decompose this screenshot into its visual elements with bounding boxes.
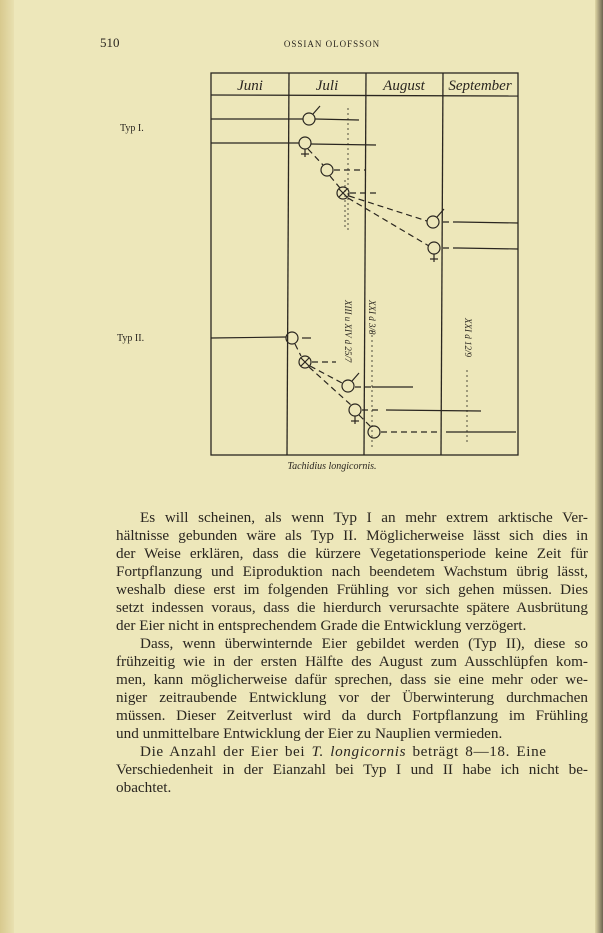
page-number: 510 xyxy=(100,35,120,50)
female-symbol xyxy=(428,242,440,254)
text-line: und unmittelbare Entwicklung der Eier zu Nauplien vermieden. xyxy=(116,725,503,742)
type-2-label: Typ II. xyxy=(117,333,145,344)
running-head: OSSIAN OLOFSSON xyxy=(283,39,381,49)
text-line: Fortpflanzung und Eiproduktion nach beendetem Wachstum übrig lässt, xyxy=(116,563,588,580)
text-line: Dass, wenn überwinternde Eier gebildet werden (Typ II), diese so xyxy=(140,635,588,652)
text-line: hältnisse gebunden wäre als Typ II. Möglicherweise lässt sich dies in xyxy=(116,527,588,544)
month-juli: Juli xyxy=(315,78,339,94)
figure-caption: Tachidius longicornis. xyxy=(287,461,377,472)
label-xxi-12-9: XXI d 12/9 xyxy=(463,318,473,357)
male-symbol xyxy=(342,380,354,392)
species-name: T. longicornis xyxy=(311,743,407,760)
text-line: Es will scheinen, als wenn Typ I an mehr extrem arktische Ver- xyxy=(140,509,588,526)
text-line: weshalb diese erst im folgenden Frühling vor sich gehen müssen. Dies xyxy=(116,581,588,598)
text-segment: Die Anzahl der Eier bei xyxy=(140,743,312,760)
text-line: frühzeitig wie in der ersten Hälfte des August zum Ausschlüpfen kom- xyxy=(116,653,588,670)
table-grid xyxy=(211,73,518,455)
text-line: Verschiedenheit in der Eianzahl bei Typ I und II habe ich nicht be- xyxy=(116,761,588,778)
text-line: der Eier nicht in entsprechendem Grade die Entwicklung verzögert. xyxy=(116,617,527,634)
circle-marker xyxy=(368,426,380,438)
type-1-label: Typ I. xyxy=(120,123,144,134)
text-line: setzt indessen voraus, dass die hierdurch verursachte spätere Ausbrütung xyxy=(116,599,588,616)
text-line: obachtet. xyxy=(116,779,172,796)
female-symbol xyxy=(349,404,361,416)
text-line: niger zeitraubende Entwicklung vor der Überwinterung durchmachen xyxy=(116,689,588,706)
text-line: müssen. Dieser Zeitverlust wird da durch Fortpflanzung im Frühling xyxy=(116,707,588,724)
female-symbol xyxy=(299,137,311,149)
text-line: der Weise erklären, dass die kürzere Vegetationsperiode keine Zeit für xyxy=(116,545,588,562)
male-symbol xyxy=(303,113,315,125)
male-symbol xyxy=(427,216,439,228)
text-line xyxy=(140,743,588,761)
circle-marker xyxy=(321,164,333,176)
label-xiii-xiv: XIII u XIV d 25/7 xyxy=(343,300,353,363)
month-juni: Juni xyxy=(237,78,263,94)
month-september: September xyxy=(448,78,512,94)
label-xxi-3-8: XXI d 3/8 xyxy=(367,300,377,335)
text-line: men, kann möglicherweise dafür sprechen, dass sie eine mehr oder we- xyxy=(116,671,588,688)
text-segment: beträgt 8—18. Eine xyxy=(406,743,547,760)
month-august: August xyxy=(383,78,425,94)
